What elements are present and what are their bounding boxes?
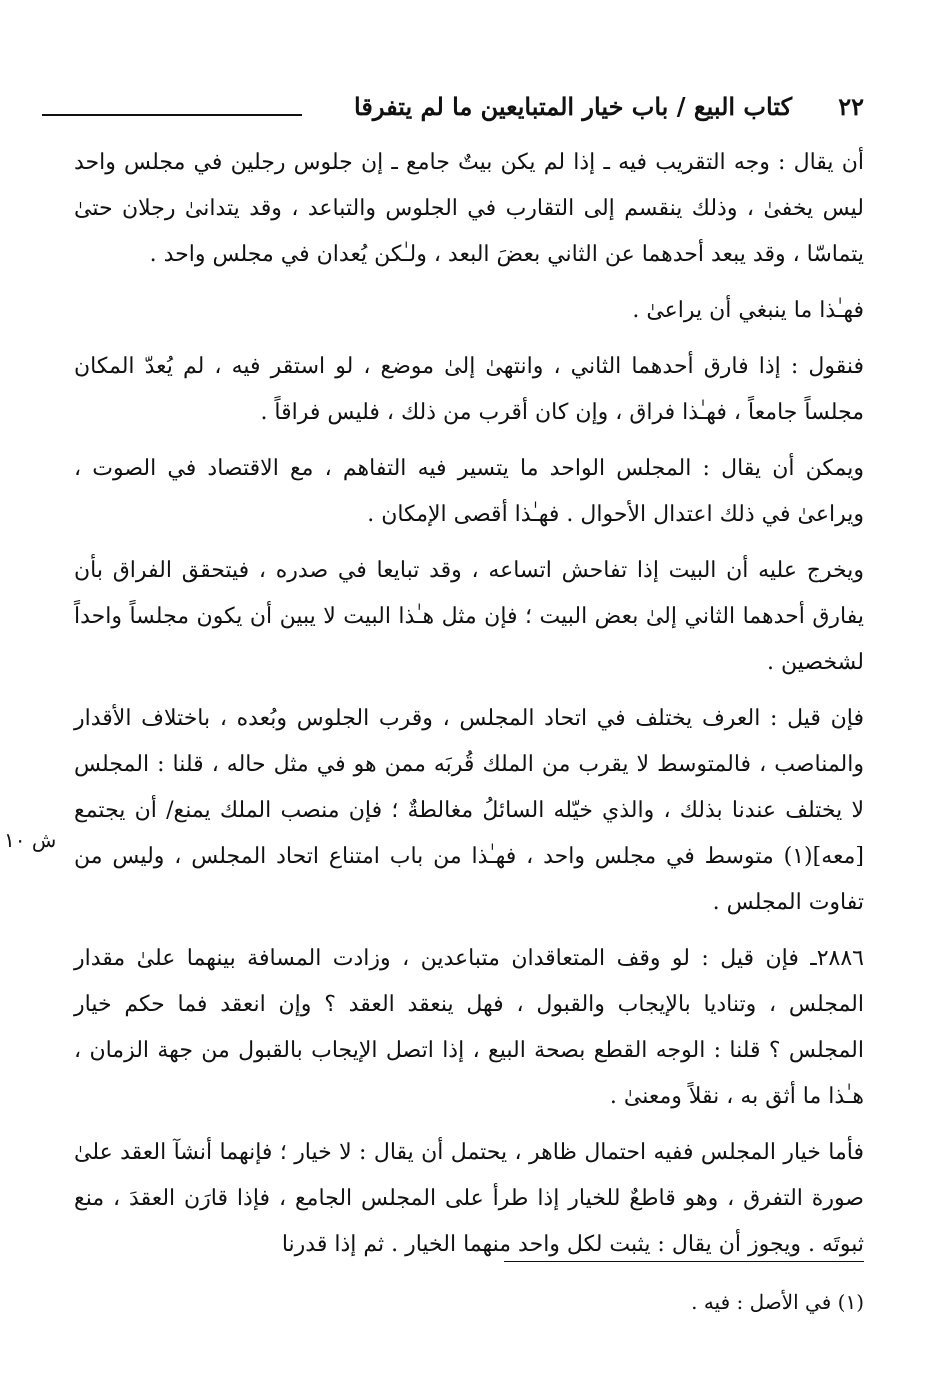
paragraph: ٢٨٨٦ـ فإن قيل : لو وقف المتعاقدان متباعدين ، وزادت المسافة بينهما علىٰ مقدار المجلس ، وتناديا بالإيجاب والقبول ، فهل ينعقد العقد ؟ وإن انعقد فما حكم خيار المجلس ؟ قلنا : الوجه القطع بصحة البيع ، إذا اتصل الإيجاب بالقبول من جهة الزمان ، هـٰذا ما أثق به ، نقلاً ومعنىٰ . xyxy=(74,946,864,1109)
paragraph: فنقول : إذا فارق أحدهما الثاني ، وانتهىٰ إلىٰ موضع ، لو استقر فيه ، لم يُعدّ المكان مجلساً جامعاً ، فهـٰذا فراق ، وإن كان أقرب من ذلك ، فليس فراقاً . xyxy=(74,354,864,425)
header-rule xyxy=(42,114,302,116)
page-header xyxy=(40,92,864,132)
running-title: كتاب البيع / باب خيار المتبايعين ما لم يتفرقا xyxy=(354,92,792,121)
paragraph: أن يقال : وجه التقريب فيه ـ إذا لم يكن بيتٌ جامع ـ إن جلوس رجلين في مجلس واحد ليس يخفىٰ ، وذلك ينقسم إلى التقارب في الجلوس والتباعد ، وقد يتدانىٰ رجلان حتىٰ يتماسّا ، وقد يبعد أحدهما عن الثاني بعضَ البعد ، ولـٰكن يُعدان في مجلس واحد . xyxy=(74,150,864,267)
page-number: ٢٢ xyxy=(838,92,864,121)
paragraph: فهـٰذا ما ينبغي أن يراعىٰ . xyxy=(632,298,864,323)
paragraph: فإن قيل : العرف يختلف في اتحاد المجلس ، وقرب الجلوس وبُعده ، باختلاف الأقدار والمناصب ، فالمتوسط لا يقرب من الملك قُربَه ممن هو في مثل حاله ، قلنا : المجلس لا يختلف عندنا بذلك ، والذي خيّله السائلُ مغالطةٌ ؛ فإن منصب الملك يمنع/ أن يجتمع [معه](١) متوسط في مجلس واحد ، فهـٰذا من باب امتناع اتحاد المجلس ، وليس من تفاوت المجلس . xyxy=(74,706,864,915)
paragraph: ويمكن أن يقال : المجلس الواحد ما يتسير فيه التفاهم ، مع الاقتصاد في الصوت ، ويراعىٰ في ذلك اعتدال الأحوال . فهـٰذا أقصى الإمكان . xyxy=(74,456,864,527)
footnote-separator xyxy=(504,1261,864,1262)
main-text xyxy=(74,140,864,1278)
paragraph: فأما خيار المجلس ففيه احتمال ظاهر ، يحتمل أن يقال : لا خيار ؛ فإنهما أنشآ العقد علىٰ صورة التفرق ، وهو قاطعٌ للخيار إذا طرأ على المجلس الجامع ، فإذا قارَن العقدَ ، منع ثبوتَه . ويجوز أن يقال : يثبت لكل واحد منهما الخيار . ثم إذا قدرنا xyxy=(74,1140,864,1257)
paragraph: ويخرج عليه أن البيت إذا تفاحش اتساعه ، وقد تبايعا في صدره ، فيتحقق الفراق بأن يفارق أحدهما الثاني إلىٰ بعض البيت ؛ فإن مثل هـٰذا البيت لا يبين أن يكون مجلساً واحداً لشخصين . xyxy=(74,558,864,675)
margin-folio-note: ش ١٠ xyxy=(4,828,57,852)
footnote: (١) في الأصل : فيه . xyxy=(691,1290,864,1314)
